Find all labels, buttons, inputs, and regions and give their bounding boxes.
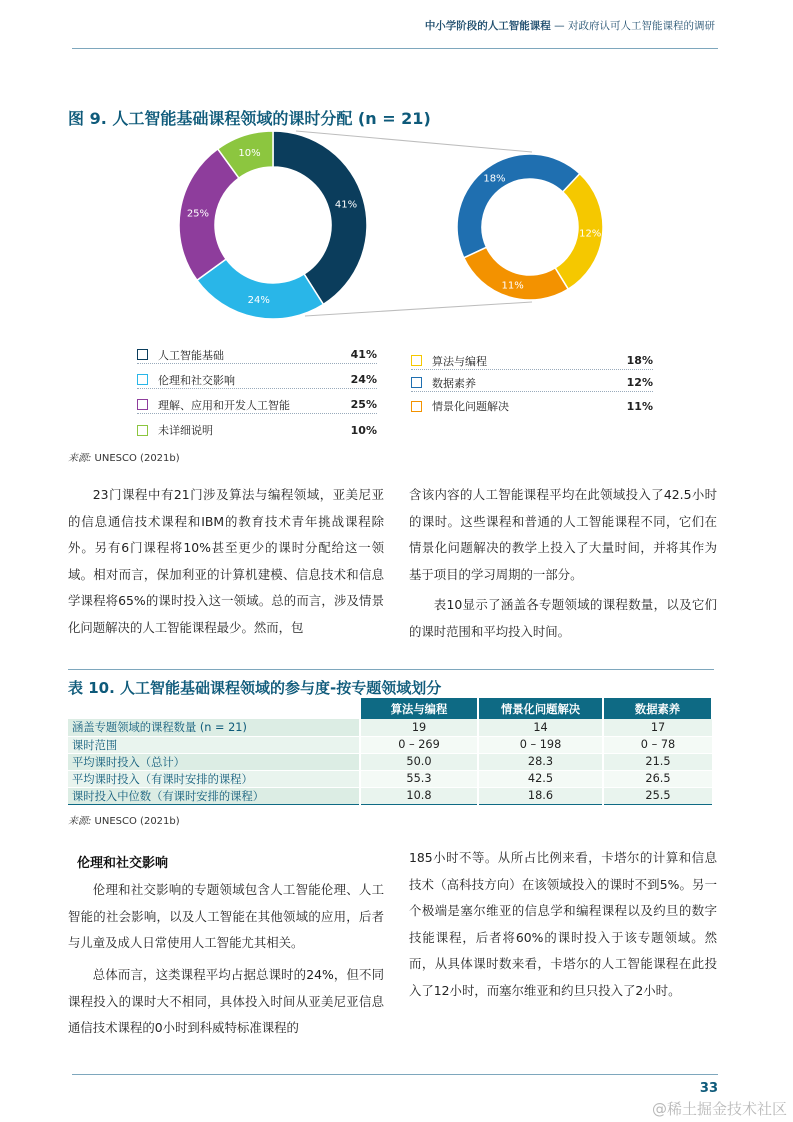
legend-label: 人工智能基础 [158, 348, 224, 362]
table-row [68, 770, 712, 787]
table-cell: 25.5 [603, 787, 712, 804]
legend-item [137, 371, 377, 389]
source-text: UNESCO (2021b) [91, 816, 180, 827]
table-row [68, 736, 712, 753]
legend-percent: 12% [626, 376, 653, 389]
header-divider [72, 48, 718, 49]
legend-label: 伦理和社交影响 [158, 373, 235, 387]
figure-title: 图 9. 人工智能基础课程领域的课时分配 (n = 21) [68, 109, 431, 128]
donut-slice [464, 247, 568, 300]
row-label: 课时范围 [68, 736, 360, 753]
legend-percent: 18% [626, 354, 653, 367]
donut-slice [457, 154, 580, 258]
table-header-row [68, 698, 712, 719]
table-cell: 17 [603, 719, 712, 736]
table-cell: 0 – 198 [478, 736, 603, 753]
source-label: 来源: [68, 453, 92, 464]
table-cell: 0 – 78 [603, 736, 712, 753]
footer-divider [72, 1074, 718, 1075]
legend-percent: 41% [350, 348, 377, 361]
legend-swatch [137, 425, 148, 436]
table-cell: 19 [360, 719, 478, 736]
donut-chart-main [176, 128, 370, 322]
body-paragraph: 含该内容的人工智能课程平均在此领域投入了42.5小时的课时。这些课程和普通的人工智能课程不同，它们在情景化问题解决的教学上投入了大量时间，并将其作为基于项目的学习周期的一部分。 [409, 487, 717, 582]
table-cell: 0 – 269 [360, 736, 478, 753]
legend-label: 理解、应用和开发人工智能 [158, 398, 290, 412]
donut-slice-label: 10% [238, 148, 261, 160]
donut-slice-label: 12% [579, 228, 602, 240]
running-header [425, 18, 715, 33]
legend-item [411, 397, 653, 415]
table-header-blank [68, 698, 360, 719]
source-label: 来源: [68, 816, 92, 827]
legend-swatch [411, 355, 422, 366]
table-cell: 28.3 [478, 753, 603, 770]
body-paragraph: 23门课程中有21门涉及算法与编程领域，亚美尼亚的信息通信技术课程和IBM的教育技术青年挑战课程除外。另有6门课程将10%甚至更少的课时分配给这一领域。相对而言，保加利亚的计算机建模、信息技术和信息学课程将65%的课时投入这一领域。总的而言，涉及情景化问题解决的人工智能课程最少。然而，包 [68, 487, 384, 635]
source-text: UNESCO (2021b) [91, 453, 180, 464]
legend-sub [411, 348, 653, 420]
table-cell: 21.5 [603, 753, 712, 770]
legend-main [137, 346, 377, 442]
table-cell: 18.6 [478, 787, 603, 804]
table-header-cell: 算法与编程 [360, 698, 478, 719]
legend-label: 情景化问题解决 [432, 400, 509, 413]
donut-connector-lines [0, 0, 793, 400]
legend-swatch [137, 374, 148, 385]
donut-slice-label: 25% [186, 208, 210, 220]
row-label: 涵盖专题领域的课程数量 (n = 21) [68, 719, 360, 736]
donut-slice-label: 41% [334, 199, 358, 211]
row-label: 平均课时投入（有课时安排的课程） [68, 770, 360, 787]
donut-slice-label: 24% [247, 295, 270, 307]
legend-swatch [411, 377, 422, 388]
table-cell: 42.5 [478, 770, 603, 787]
legend-label: 未详细说明 [158, 424, 213, 437]
legend-percent: 24% [350, 373, 377, 386]
figure-source [68, 449, 180, 464]
row-label: 平均课时投入（总计） [68, 753, 360, 770]
table-header-cell: 数据素养 [603, 698, 712, 719]
body-paragraph: 表10显示了涵盖各专题领域的课程数量，以及它们的课时范围和平均投入时间。 [409, 597, 717, 639]
body-paragraph: 伦理和社交影响的专题领域包含人工智能伦理、人工智能的社会影响，以及人工智能在其他领域的应用，后者与儿童及成人日常使用人工智能尤其相关。 [68, 882, 384, 950]
header-title-rest: — 对政府认可人工智能课程的调研 [550, 20, 715, 32]
table-source [68, 812, 180, 827]
table-divider [68, 669, 714, 670]
donut-slice [197, 259, 323, 319]
table-row [68, 719, 712, 736]
row-label: 课时投入中位数（有课时安排的课程） [68, 787, 360, 804]
donut-slice-label: 11% [501, 280, 524, 292]
body-paragraph: 总体而言，这类课程平均占据总课时的24%，但不同课程投入的课时大不相同，具体投入时间从亚美尼亚信息通信技术课程的0小时到科威特标准课程的 [68, 967, 384, 1035]
table-cell: 26.5 [603, 770, 712, 787]
table-cell: 10.8 [360, 787, 478, 804]
legend-item [137, 396, 377, 414]
table-cell: 55.3 [360, 770, 478, 787]
legend-swatch [137, 399, 148, 410]
legend-item [411, 374, 653, 392]
table-row [68, 787, 712, 804]
legend-swatch [137, 349, 148, 360]
table-header-cell: 情景化问题解决 [478, 698, 603, 719]
legend-percent: 11% [626, 399, 653, 413]
legend-percent: 25% [350, 398, 377, 411]
legend-item [137, 346, 377, 364]
donut-chart-sub [455, 152, 605, 302]
table-title: 表 10. 人工智能基础课程领域的参与度-按专题领域划分 [68, 679, 442, 697]
legend-label: 数据素养 [432, 376, 476, 390]
table-row [68, 753, 712, 770]
watermark: @稀土掘金技术社区 [651, 1100, 787, 1118]
legend-percent: 10% [350, 423, 377, 437]
header-title-bold: 中小学阶段的人工智能课程 [424, 20, 551, 32]
body-paragraph: 185小时不等。从所占比例来看，卡塔尔的计算和信息技术（高科技方向）在该领域投入的课时不到5%。另一个极端是塞尔维亚的信息学和编程课程以及约旦的数字技能课程，后者将60%的课时投入于该专题领域。然而，从具体课时数来看，卡塔尔的人工智能课程在此投入了12小时，而塞尔维亚和约旦只投入了2小时。 [409, 850, 717, 998]
section-heading: 伦理和社交影响 [77, 856, 169, 871]
donut-slice-label: 18% [483, 173, 506, 185]
donut-slice [273, 131, 367, 304]
legend-item [411, 352, 653, 370]
data-table [68, 698, 713, 805]
table-cell: 50.0 [360, 753, 478, 770]
legend-swatch [411, 401, 422, 412]
page-number: 33 [699, 1081, 718, 1096]
legend-label: 算法与编程 [432, 354, 487, 368]
legend-item [137, 421, 377, 439]
table-cell: 14 [478, 719, 603, 736]
